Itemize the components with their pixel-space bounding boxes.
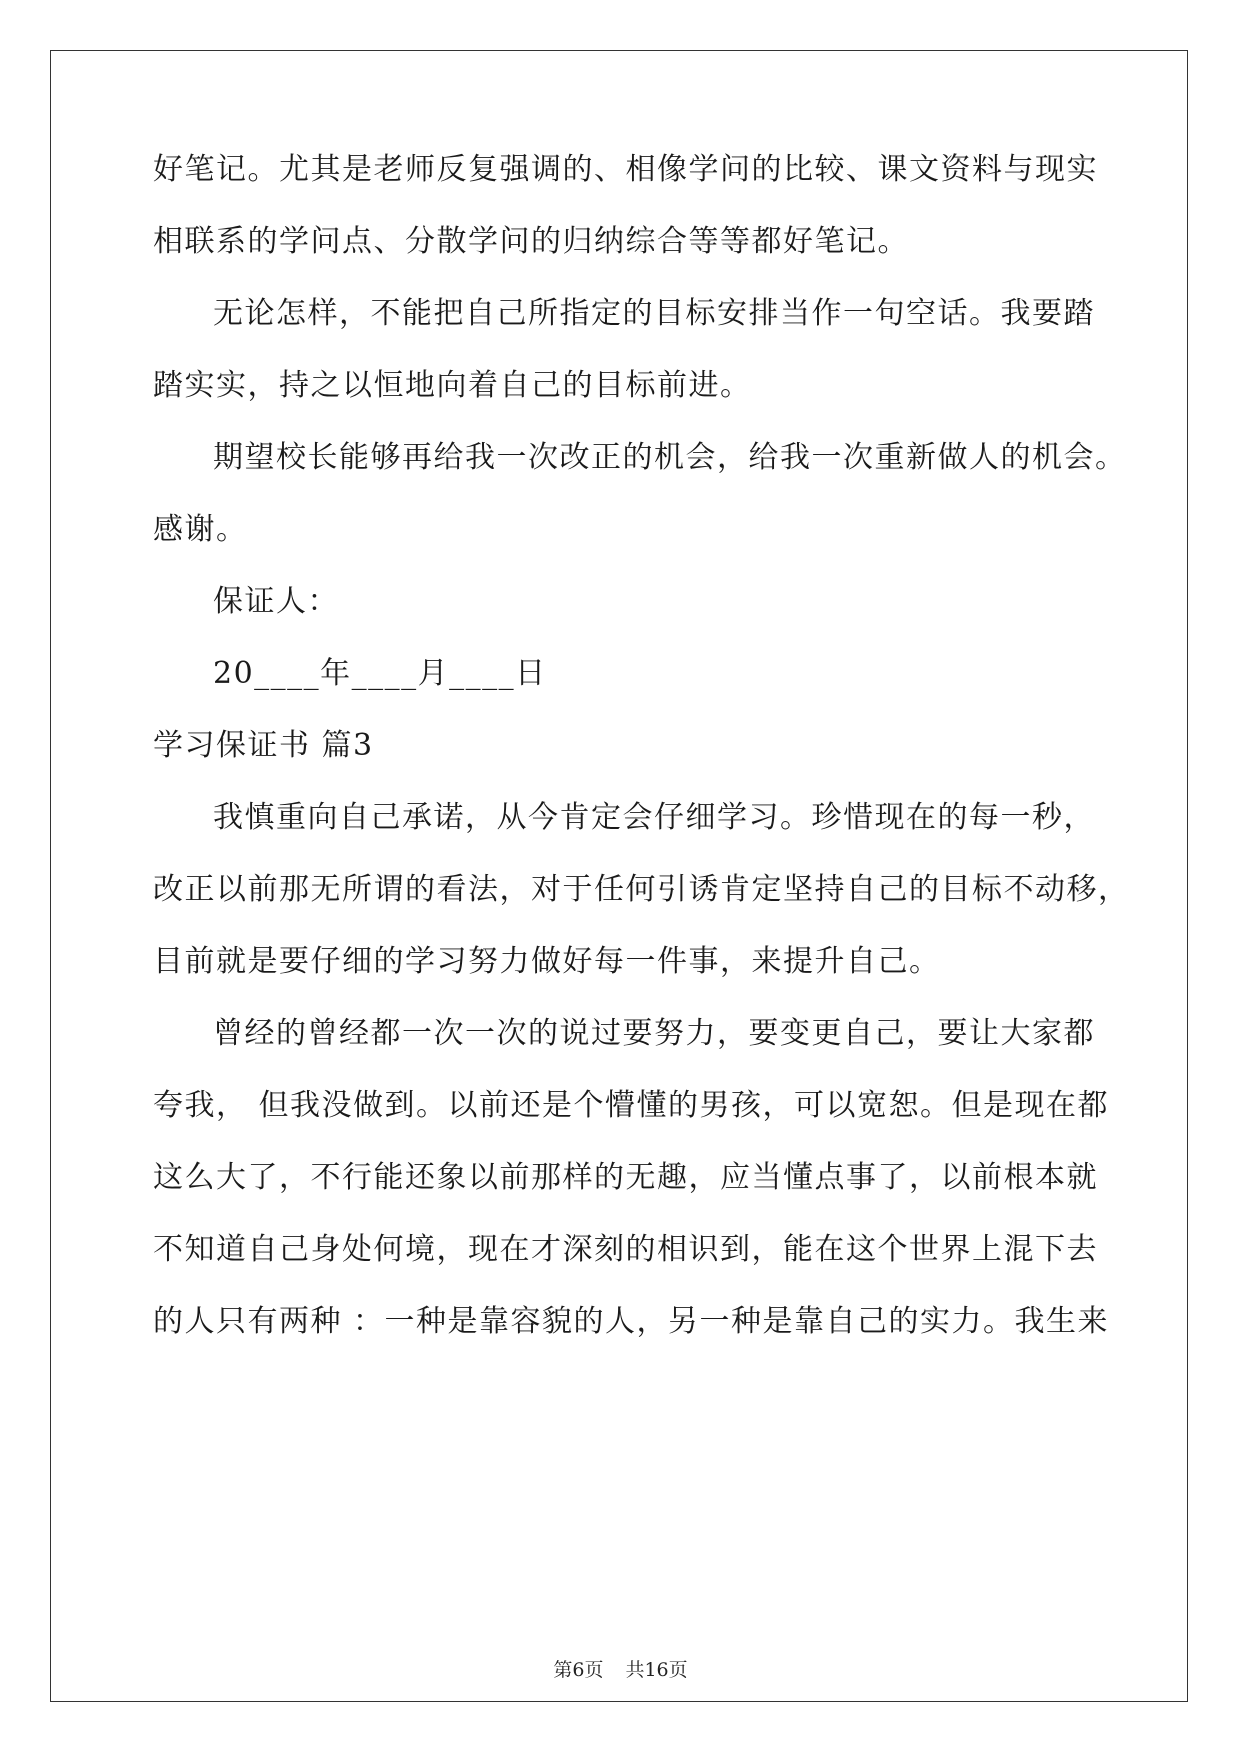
guarantor-label: 保证人： — [213, 584, 339, 619]
body-line-4: 踏实实，持之以恒地向着自己的目标前进。 — [153, 368, 752, 403]
body-line-14: 夸我， 但我没做到。以前还是个懵懂的男孩，可以宽恕。但是现在都 — [153, 1088, 1110, 1123]
body-line-5: 期望校长能够再给我一次改正的机会，给我一次重新做人的机会。 — [213, 440, 1127, 475]
body-line-3: 无论怎样，不能把自己所指定的目标安排当作一句空话。我要踏 — [213, 296, 1095, 331]
body-line-6: 感谢。 — [153, 512, 248, 547]
body-line-13: 曾经的曾经都一次一次的说过要努力，要变更自己，要让大家都 — [213, 1016, 1095, 1051]
body-line-17: 的人只有两种 ：一种是靠容貌的人，另一种是靠自己的实力。我生来 — [153, 1304, 1110, 1339]
body-line-10: 我慎重向自己承诺，从今肯定会仔细学习。珍惜现在的每一秒， — [213, 800, 1095, 835]
page-number: 第6页 — [553, 1659, 604, 1681]
section-heading: 学习保证书 篇3 — [153, 728, 374, 763]
page-total: 共16页 — [625, 1659, 688, 1681]
body-line-1: 好笔记。尤其是老师反复强调的、相像学问的比较、课文资料与现实 — [153, 152, 1098, 187]
date-line: 20____年____月____日 — [213, 656, 547, 691]
body-line-15: 这么大了，不行能还象以前那样的无趣，应当懂点事了，以前根本就 — [153, 1160, 1098, 1195]
body-line-11: 改正以前那无所谓的看法，对于任何引诱肯定坚持自己的目标不动移， — [153, 872, 1130, 907]
body-line-16: 不知道自己身处何境，现在才深刻的相识到，能在这个世界上混下去 — [153, 1232, 1098, 1267]
page-footer — [0, 1658, 1241, 1682]
body-line-12: 目前就是要仔细的学习努力做好每一件事，来提升自己。 — [153, 944, 941, 979]
body-line-2: 相联系的学问点、分散学问的归纳综合等等都好笔记。 — [153, 224, 909, 259]
